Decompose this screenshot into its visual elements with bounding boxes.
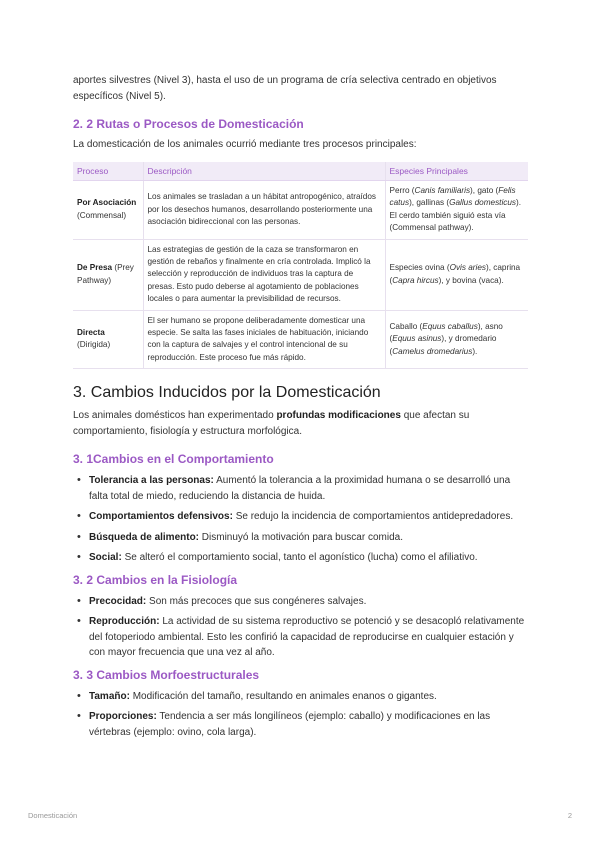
process-name: Directa — [77, 327, 105, 337]
section-3-heading: 3. Cambios Inducidos por la Domesticación — [73, 384, 381, 402]
section-3-3-heading: 3. 3 Cambios Morfoestructurales — [73, 667, 260, 682]
intro-line-1: aportes silvestres (Nivel 3), hasta el uso de un programa de cría selectiva centrado en objetivos — [73, 75, 497, 86]
list-item: • Social: Se alteró el comportamiento social, tanto el agonístico (lucha) como el afiliativo. — [73, 550, 528, 566]
table-cell-especies: Perro (Canis familiaris), gato (Felis catus), gallinas (Gallus domesticus). El cerdo también siguió esta vía (Commensal pathway). — [385, 180, 528, 239]
table-header-descripcion: Descripción — [143, 162, 385, 181]
document-page — [73, 73, 528, 745]
process-sub: (Commensal) — [77, 210, 127, 220]
table-cell-especies: Especies ovina (Ovis aries), caprina (Capra hircus), y bovina (vaca). — [385, 239, 528, 310]
process-name: Por Asociación — [77, 198, 137, 208]
process-sub: (Dirigida) — [77, 340, 111, 350]
processes-table — [73, 162, 528, 370]
table-cell-descripcion: El ser humano se propone deliberadamente domesticar una especie. Se salta las fases iniciales de habituación, iniciando con la captura de salvajes y el control intencional de su reproducción. Este proceso fue más rápido. — [143, 310, 385, 369]
table-header-proceso: Proceso — [73, 162, 143, 181]
table-row — [73, 310, 528, 369]
list-item: • Proporciones: Tendencia a ser más longilíneos (ejemplo: caballo) y modificaciones en las vértebras (ejemplo: ovino, cola larga). — [73, 709, 528, 740]
table-cell-proceso — [73, 180, 143, 239]
list-item: • Comportamientos defensivos: Se redujo la incidencia de comportamientos antidepredadores. — [73, 509, 528, 525]
intro-line-2: específicos (Nivel 5). — [73, 90, 166, 102]
table-row — [73, 180, 528, 239]
morphology-list — [73, 689, 528, 741]
section-3-1-heading: 3. 1Cambios en el Comportamiento — [73, 452, 274, 467]
table-cell-descripcion: Las estrategias de gestión de la caza se transformaron en gestión de rebaños y finalmente en cría controlada. Implicó la selección y reproducción de individuos tras la captura de presas. Esto pudo deberse al agotamiento de poblaciones locales o para aumentar la previsibilidad de recursos. — [143, 239, 385, 310]
behavior-list — [73, 473, 528, 566]
table-cell-especies: Caballo (Equus caballus), asno (Equus asinus), y dromedario (Camelus dromedarius). — [385, 310, 528, 369]
section-2-2-text: La domesticación de los animales ocurrió mediante tres procesos principales: — [73, 139, 417, 150]
table-cell-proceso — [73, 239, 143, 310]
list-item: • Reproducción: La actividad de su sistema reproductivo se potenció y se desacopló relativamente del fotoperiodo ambiental. Esto les confirió la capacidad de reproducirse en cualquier estación y con mayor frecuencia que una vez al año. — [73, 614, 528, 661]
intro-paragraph — [73, 73, 528, 104]
list-item: • Tamaño: Modificación del tamaño, resultando en animales enanos o gigantes. — [73, 689, 528, 705]
section-2-2-heading: 2. 2 Rutas o Procesos de Domesticación — [73, 117, 304, 131]
page-footer — [28, 811, 572, 820]
table-header-row — [73, 162, 528, 181]
list-item: • Tolerancia a las personas: Aumentó la tolerancia a la proximidad humana o se desarrolló una falta total de miedo, reduciendo la distancia de huida. — [73, 473, 528, 504]
table-cell-proceso — [73, 310, 143, 369]
table-row — [73, 239, 528, 310]
footer-title: Domesticación — [28, 811, 78, 820]
process-name: De Presa — [77, 263, 113, 273]
table-cell-descripcion: Los animales se trasladan a un hábitat antropogénico, atraídos por los desechos humanos, desarrollando posteriormente una asociación bidireccional con las personas. — [143, 180, 385, 239]
page-number: 2 — [567, 811, 572, 820]
section-3-text: Los animales domésticos han experimentado profundas modificaciones que afectan su comportamiento, fisiología y estructura morfológica. — [73, 410, 470, 437]
list-item: • Búsqueda de alimento: Disminuyó la motivación para buscar comida. — [73, 530, 528, 546]
physiology-list — [73, 594, 528, 661]
process-sub: (Prey Pathway) — [77, 263, 134, 285]
section-3-2-heading: 3. 2 Cambios en la Fisiología — [73, 572, 238, 587]
list-item: • Precocidad: Son más precoces que sus congéneres salvajes. — [73, 594, 528, 610]
table-header-especies: Especies Principales — [385, 162, 528, 181]
